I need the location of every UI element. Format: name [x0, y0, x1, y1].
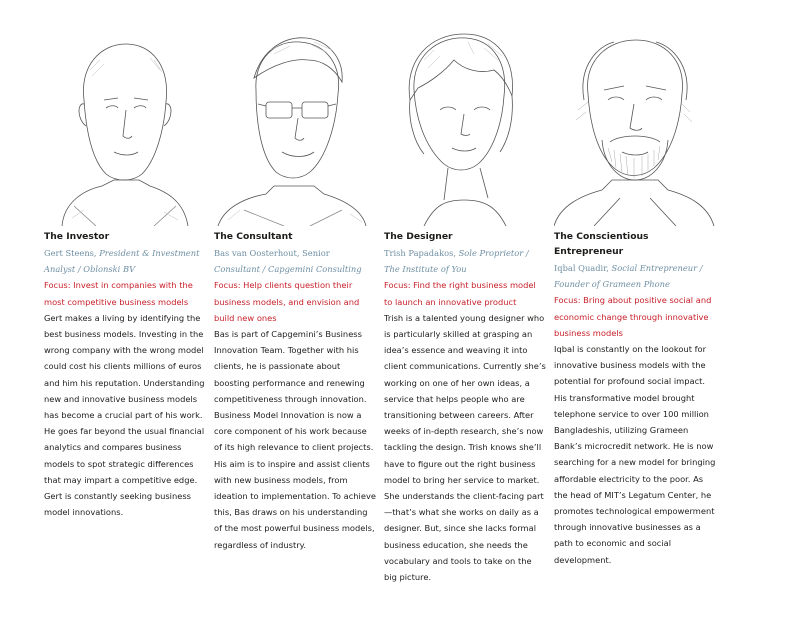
- investor-portrait: [44, 30, 206, 226]
- consultant-text: [214, 229, 376, 553]
- designer-title: The Designer: [384, 231, 453, 242]
- entrepreneur-title: The Conscientious Entrepreneur: [554, 231, 649, 257]
- investor-name: Gert Steens,: [44, 248, 97, 258]
- consultant-portrait: [214, 30, 376, 226]
- investor-meta: [44, 245, 206, 277]
- investor-text: [44, 229, 206, 520]
- investor-title: The Investor: [44, 231, 110, 242]
- designer-body: Trish is a talented young designer who is particularly skilled at grasping an idea’s essence and weaving it into client communications. Currently she’s working on one of her own ideas, a service that helps people who are transitioning between careers. After weeks of in-depth research, she’s now tackling the design. Trish knows she’ll have to figure out the right business model to bring her service to market. She understands the client-facing part—that’s what she works on daily as a designer. But, since she lacks formal business education, she needs the vocabulary and tools to take on the big picture.: [384, 312, 546, 583]
- consultant-name: Bas van Oosterhout, Senior: [214, 248, 330, 258]
- consultant-sketch-image: [214, 30, 376, 226]
- entrepreneur-meta: [554, 260, 716, 292]
- consultant-title: The Consultant: [214, 231, 293, 242]
- designer-name: Trish Papadakos,: [384, 248, 456, 258]
- entrepreneur-body: Iqbal is constantly on the lookout for innovative business models with the potential for profound social impact. His transformative model brought telephone service to over 100 million Bangladeshis, utilizing Grameen Bank’s microcredit network. He is now searching for a new model for bringing affordable electricity to the poor. As the head of MIT’s Legatum Center, he promotes technological empowerment through innovative businesses as a path to economic and social development.: [554, 344, 716, 565]
- designer-role: Sole Proprietor / The Institute of You: [384, 248, 529, 275]
- investor-sketch-image: [44, 30, 206, 226]
- entrepreneur-portrait: [554, 30, 716, 226]
- investor-role: President & Investment Analyst / Oblonski BV: [44, 248, 200, 275]
- designer-text: [384, 229, 546, 585]
- entrepreneur-name: Iqbal Quadir,: [554, 263, 609, 273]
- designer-meta: [384, 245, 546, 277]
- designer-sketch-image: [384, 30, 546, 226]
- consultant-meta: [214, 245, 376, 277]
- entrepreneur-sketch-image: [554, 30, 716, 226]
- consultant-role: Consultant / Capgemini Consulting: [214, 264, 362, 275]
- designer-portrait: [384, 30, 546, 226]
- entrepreneur-focus: Focus: Bring about positive social and economic change through innovative business models: [554, 295, 712, 338]
- consultant-focus: Focus: Help clients question their business models, and envision and build new ones: [214, 280, 360, 323]
- entrepreneur-role: Social Entrepreneur / Founder of Grameen Phone: [554, 263, 703, 290]
- designer-focus: Focus: Find the right business model to launch an innovative product: [384, 280, 536, 307]
- investor-body: Gert makes a living by identifying the best business models. Investing in the wrong company with the wrong model could cost his clients millions of euros and him his reputation. Understanding new and innovative business models has become a crucial part of his work. He goes far beyond the usual financial analytics and compares business models to spot strategic differences that may impart a competitive edge. Gert is constantly seeking business model innovations.: [44, 312, 205, 518]
- investor-focus: Focus: Invest in companies with the most competitive business models: [44, 280, 193, 307]
- entrepreneur-text: [554, 229, 716, 568]
- consultant-body: Bas is part of Capgemini’s Business Innovation Team. Together with his clients, he is passionate about boosting performance and renewing competitiveness through innovation. Business Model Innovation is now a core component of his work because of its high relevance to client projects. His aim is to inspire and assist clients with new business models, from ideation to implementation. To achieve this, Bas draws on his understanding of the most powerful business models, regardless of industry.: [214, 329, 376, 550]
